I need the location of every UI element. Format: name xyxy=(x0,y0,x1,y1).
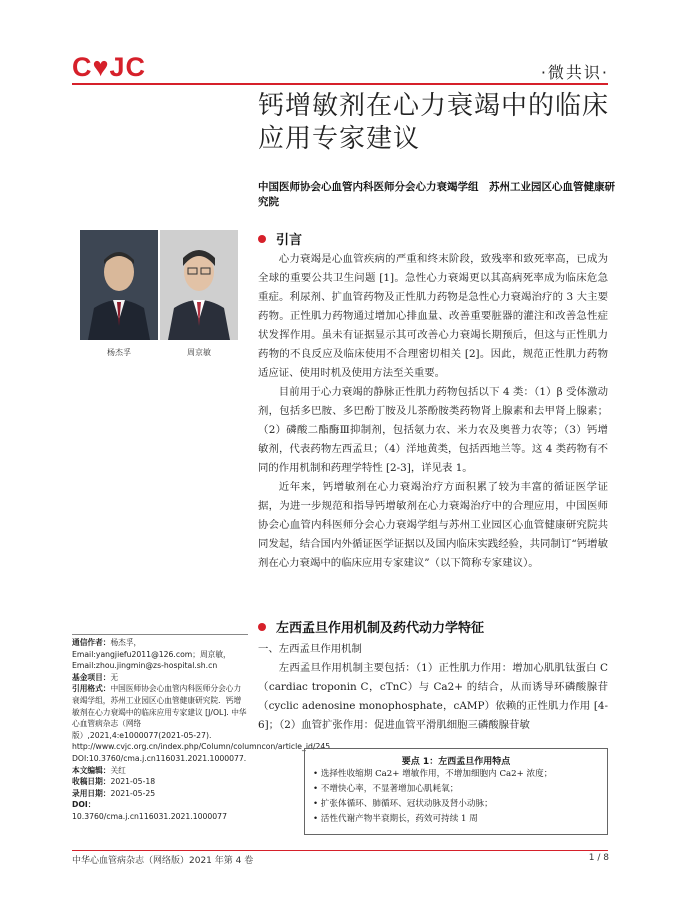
header-rule xyxy=(72,83,608,85)
paragraph-4: 左西孟旦作用机制主要包括：（1）正性肌力作用：增加心肌肌钛蛋白 C（cardiac troponin C，cTnC）与 Ca2+ 的结合，从而诱导环磷酸腺苷（cyclic adenosine monophosphate，cAMP）依赖的正性肌力作用 [4-6]；（2）血管扩张作用：促进血管平滑肌细胞三磷酸腺苷敏 xyxy=(258,662,608,731)
section-heading-levosimendan: 左西孟旦作用机制及药代动力学特征 xyxy=(258,617,484,636)
funding: 基金项目：无 xyxy=(72,672,119,682)
doi: DOI：10.3760/cma.j.cn116031.2021.1000077 xyxy=(72,800,227,821)
author-photo-left xyxy=(80,230,158,340)
bullet-dot-icon xyxy=(258,623,266,631)
page-number: 1 / 8 xyxy=(588,853,609,863)
author-photo-right xyxy=(160,230,238,340)
keypoints-box xyxy=(304,748,608,835)
levo-body xyxy=(258,640,608,735)
journal-logo: C♥JC xyxy=(72,52,147,82)
title-line-2: 应用专家建议 xyxy=(258,124,421,154)
subsection-heading: 一、左西孟旦作用机制 xyxy=(258,643,362,655)
correspondence: 通信作者：杨杰孚，Email:yangjiefu2011@126.com；周京敏，Email:zhou.jingmin@zs-hospital.sh.cn xyxy=(72,638,231,671)
footer-rule xyxy=(72,850,608,851)
bullet-dot-icon xyxy=(258,235,266,243)
article-title xyxy=(258,90,618,156)
footer-journal: 中华心血管病杂志（网络版）2021 年第 4 卷 xyxy=(72,856,254,866)
citation: 引用格式：中国医师协会心血管内科医师分会心力衰竭学组，苏州工业园区心血管健康研究院．钙增敏剂在心力衰竭中的临床应用专家建议 [J/OL]. 中华心血管病杂志（网络版）,2021,4:e1000077(2021-05-27). http://www.cvjc.org.cn/index.php/Column/columncon/article_id/245. DOI:10.3760/cma.j.cn116031.2021.1000077. xyxy=(72,684,333,763)
keypoint-item: • 扩张体循环、肺循环、冠状动脉及肾小动脉； xyxy=(313,799,493,809)
title-line-1: 钙增敏剂在心力衰竭中的临床 xyxy=(258,91,610,121)
keypoint-item: • 活性代谢产物半衰期长，药效可持续 1 周 xyxy=(313,814,478,824)
paragraph-2: 目前用于心力衰竭的静脉正性肌力药物包括以下 4 类：（1）β 受体激动剂，包括多巴胺、多巴酚丁胺及儿茶酚胺类药物肾上腺素和去甲肾上腺素；（2）磷酸二酯酶Ⅲ抑制剂，包括氨力农、米力农及奥普力农等；（3）钙增敏剂，代表药物左西孟旦；（4）洋地黄类，包括西地兰等。这 4 类药物有不同的作用机制和药理学特性 [2-3]，详见表 1。 xyxy=(258,386,608,474)
section-tag: ·微共识· xyxy=(540,63,609,82)
intro-body xyxy=(258,250,608,573)
paragraph-1: 心力衰竭是心血管疾病的严重和终末阶段，致残率和致死率高，已成为全球的重要公共卫生问题 [1]。急性心力衰竭更以其高病死率成为临床危急重症。利尿剂、扩血管药物及正性肌力药物是急性心力衰竭治疗的 3 大主要药物。正性肌力药物通过增加心排血量、改善重要脏器的灌注和改善急性症状发挥作用。虽未有证据显示其可改善心力衰竭长期预后，但这与正性肌力药物的不良反应及临床使用不合理密切相关 [2]。因此，规范正性肌力药物适应证、使用时机及使用方法至关重要。 xyxy=(258,253,608,379)
keypoint-item: • 选择性收缩期 Ca2+ 增敏作用，不增加细胞内 Ca2+ 浓度； xyxy=(313,769,553,779)
sidebar-rule xyxy=(72,634,248,635)
accepted-date: 录用日期：2021-05-25 xyxy=(72,788,156,798)
photo-caption-left: 杨杰孚 xyxy=(107,348,131,357)
keypoint-item: • 不增快心率，不显著增加心肌耗氧； xyxy=(313,784,459,794)
editor: 本文编辑：关红 xyxy=(72,765,126,775)
keypoints-title: 要点 1：左西孟旦作用特点 xyxy=(401,757,511,767)
paragraph-3: 近年来，钙增敏剂在心力衰竭治疗方面积累了较为丰富的循证医学证据，为进一步规范和指导钙增敏剂在心力衰竭治疗中的合理应用，中国医师协会心血管内科医师分会心力衰竭学组与苏州工业园区心血管健康研究院共同发起，结合国内外循证医学证据以及国内临床实践经验，共同制订“钙增敏剂在心力衰竭中的临床应用专家建议”（以下简称专家建议）。 xyxy=(258,481,608,569)
section-heading-intro: 引言 xyxy=(258,229,302,248)
author-affiliation: 中国医师协会心血管内科医师分会心力衰竭学组 苏州工业园区心血管健康研究院 xyxy=(258,181,615,208)
photo-caption-right: 周京敏 xyxy=(187,348,211,357)
received-date: 收稿日期：2021-05-18 xyxy=(72,777,156,787)
